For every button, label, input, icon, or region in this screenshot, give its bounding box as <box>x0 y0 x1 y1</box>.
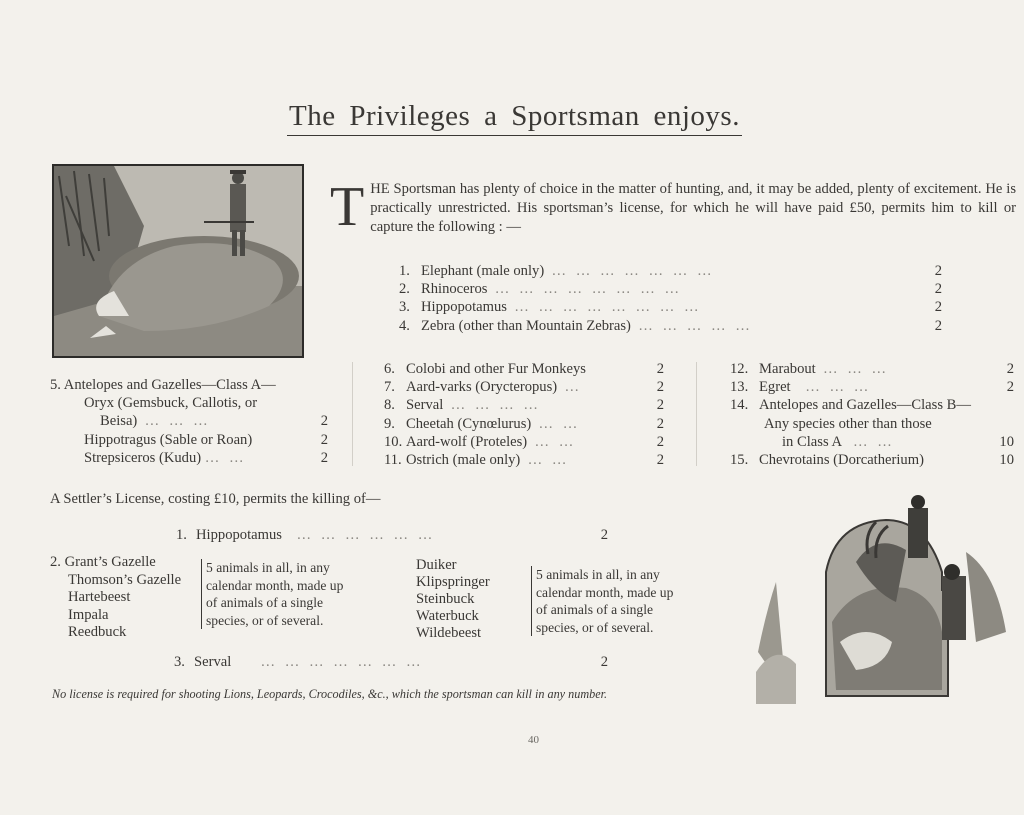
list-item: 4. Zebra (other than Mountain Zebras) … … … … … 2 <box>399 317 942 334</box>
sportsman-list <box>399 262 942 335</box>
list-item: Strepsiceros (Kudu) … … 2 <box>84 449 328 466</box>
page-title: The Privileges a Sportsman enjoys. <box>287 100 742 136</box>
list-item: 3. Serval … … … … … … … 2 <box>174 654 608 670</box>
drop-cap: T <box>330 176 365 238</box>
list-item: Duiker <box>416 557 457 573</box>
rhino-hunter-photo <box>52 164 304 358</box>
list-item: Any species other than those <box>764 415 932 432</box>
list-item: 15. Chevrotains (Dorcatherium) 10 <box>730 452 1014 469</box>
rhino-illustration <box>54 166 302 356</box>
list-item: Steinbuck <box>416 591 475 607</box>
list-item: Beisa) … … … 2 <box>100 413 328 430</box>
list-item: 7. Aard-varks (Orycteropus) … 2 <box>384 379 664 396</box>
list-item: Waterbuck <box>416 608 479 624</box>
list-item: 8. Serval … … … … 2 <box>384 397 664 414</box>
list-item: 6. Colobi and other Fur Monkeys 2 <box>384 361 664 377</box>
list-item: Hippotragus (Sable or Roan) 2 <box>84 431 328 448</box>
settler-item-3 <box>174 653 608 671</box>
sable-antelope-photo <box>756 492 1012 704</box>
list-item: 10. Aard-wolf (Proteles) … … 2 <box>384 433 664 450</box>
list-item: in Class A … … 10 <box>782 433 1014 450</box>
list-item: Impala <box>68 606 109 623</box>
settler-license-intro: A Settler’s License, costing £10, permits the killing of— <box>50 491 381 507</box>
list-item: 14. Antelopes and Gazelles—Class B— <box>730 397 971 414</box>
list-column-3 <box>730 360 1014 469</box>
settler-item-1 <box>176 526 608 544</box>
list-item: Klipspringer <box>416 574 490 590</box>
list-column-1 <box>50 376 328 467</box>
list-item: 2. Rhinoceros … … … … … … … … 2 <box>399 281 942 298</box>
settler-group-a-note: 5 animals in all, in any calendar month, made up of animals of a single species, or of several. <box>201 559 386 629</box>
list-item: Thomson’s Gazelle <box>68 571 182 588</box>
list-item: Hartebeest <box>68 589 131 605</box>
sable-antelope-illustration <box>756 492 1012 704</box>
page-number: 40 <box>528 734 539 746</box>
list-item: 12. Marabout … … … 2 <box>730 361 1014 377</box>
footnote: No license is required for shooting Lions, Leopards, Crocodiles, &c., which the sportsman can kill in any number. <box>52 687 608 701</box>
list-item: 13. Egret … … … 2 <box>730 379 1014 396</box>
settler-group-a <box>50 554 181 642</box>
list-item: 2. Grant’s Gazelle <box>50 554 156 570</box>
list-item: 11. Ostrich (male only) … … 2 <box>384 452 664 469</box>
list-item: 3. Hippopotamus … … … … … … … … 2 <box>399 299 942 316</box>
intro-text: HE Sportsman has plenty of choice in the matter of hunting, and, it may be added, plenty of excitement. He is practically unrestricted. His sportsman’s license, for which he will have paid £50, permits him to kill or capture the following : — <box>370 181 1016 235</box>
list-item: 1. Hippopotamus … … … … … … 2 <box>176 527 608 543</box>
list-item: 1. Elephant (male only) … … … … … … … 2 <box>399 263 942 279</box>
settler-group-b <box>416 557 490 642</box>
list-column-2 <box>384 360 664 469</box>
column-divider <box>696 362 697 466</box>
list-item: 9. Cheetah (Cynœlurus) … … 2 <box>384 415 664 432</box>
column-divider <box>352 362 353 466</box>
settler-group-b-note: 5 animals in all, in any calendar month, made up of animals of a single species, or of several. <box>531 566 720 636</box>
list-item: Reedbuck <box>68 624 127 640</box>
list-item: Oryx (Gemsbuck, Callotis, or <box>84 395 258 412</box>
intro-paragraph <box>330 176 1016 238</box>
list-item: 5. Antelopes and Gazelles—Class A— <box>50 377 276 393</box>
list-item: Wildebeest <box>416 625 482 641</box>
